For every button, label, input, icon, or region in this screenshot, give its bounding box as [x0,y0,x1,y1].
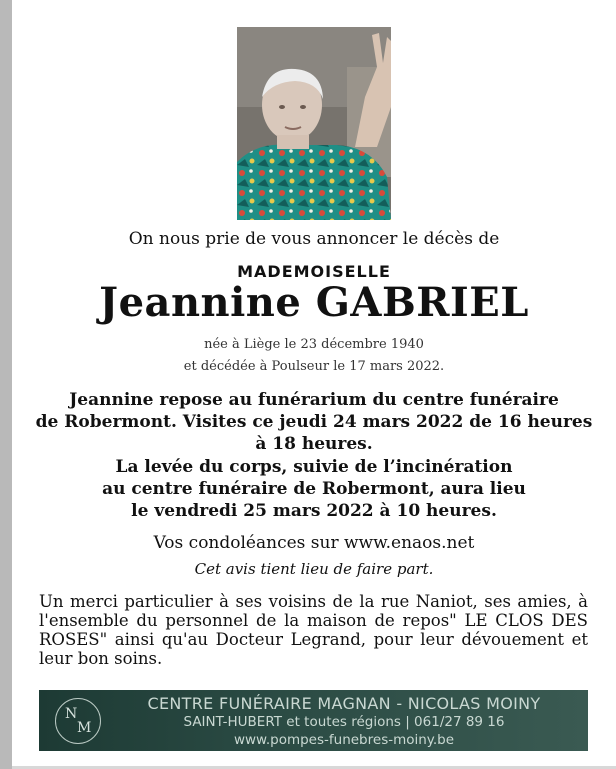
death-line: et décédée à Poulseur le 17 mars 2022. [183,359,445,374]
deceased-name: Jeannine GABRIEL [99,279,529,326]
funeral-home-logo [55,698,101,744]
birth-line: née à Liège le 23 décembre 1940 [204,337,424,352]
condolences-text: Vos condoléances sur www.enaos.net [153,533,475,553]
repose-line: à 18 heures. [255,434,373,454]
funeral-home-region-phone: SAINT-HUBERT et toutes régions | 061/27 89 16 [183,714,505,730]
thanks-paragraph: Un merci particulier à ses voisins de la rue Naniot, ses amies, à l'ensemble du personnel de la maison de repos" LE CLOS DES ROSES" ainsi qu'au Docteur Legrand, pour leur dévouement et leur bon soins. [39,592,588,668]
levee-line: le vendredi 25 mars 2022 à 10 heures. [131,501,497,521]
announcement-text: On nous prie de vous annoncer le décès de [128,229,500,249]
logo-letter-m: M [77,720,92,736]
levee-line: La levée du corps, suivie de l’incinération [115,457,513,477]
honorific: MADEMOISELLE [237,262,391,281]
portrait-photo [237,27,391,220]
repose-line: Jeannine repose au funérarium du centre funéraire [69,390,559,410]
left-border [0,0,12,769]
levee-block [12,456,616,522]
notice-statement: Cet avis tient lieu de faire part. [194,560,434,578]
funeral-home-banner [39,690,588,751]
repose-block [12,389,616,455]
funeral-home-name: CENTRE FUNÉRAIRE MAGNAN - NICOLAS MOINY [147,694,541,713]
funeral-home-website: www.pompes-funebres-moiny.be [233,732,455,748]
levee-line: au centre funéraire de Robermont, aura lieu [102,479,526,499]
logo-letter-n: N [65,706,78,722]
repose-line: de Robermont. Visites ce jeudi 24 mars 2022 de 16 heures [35,412,593,432]
